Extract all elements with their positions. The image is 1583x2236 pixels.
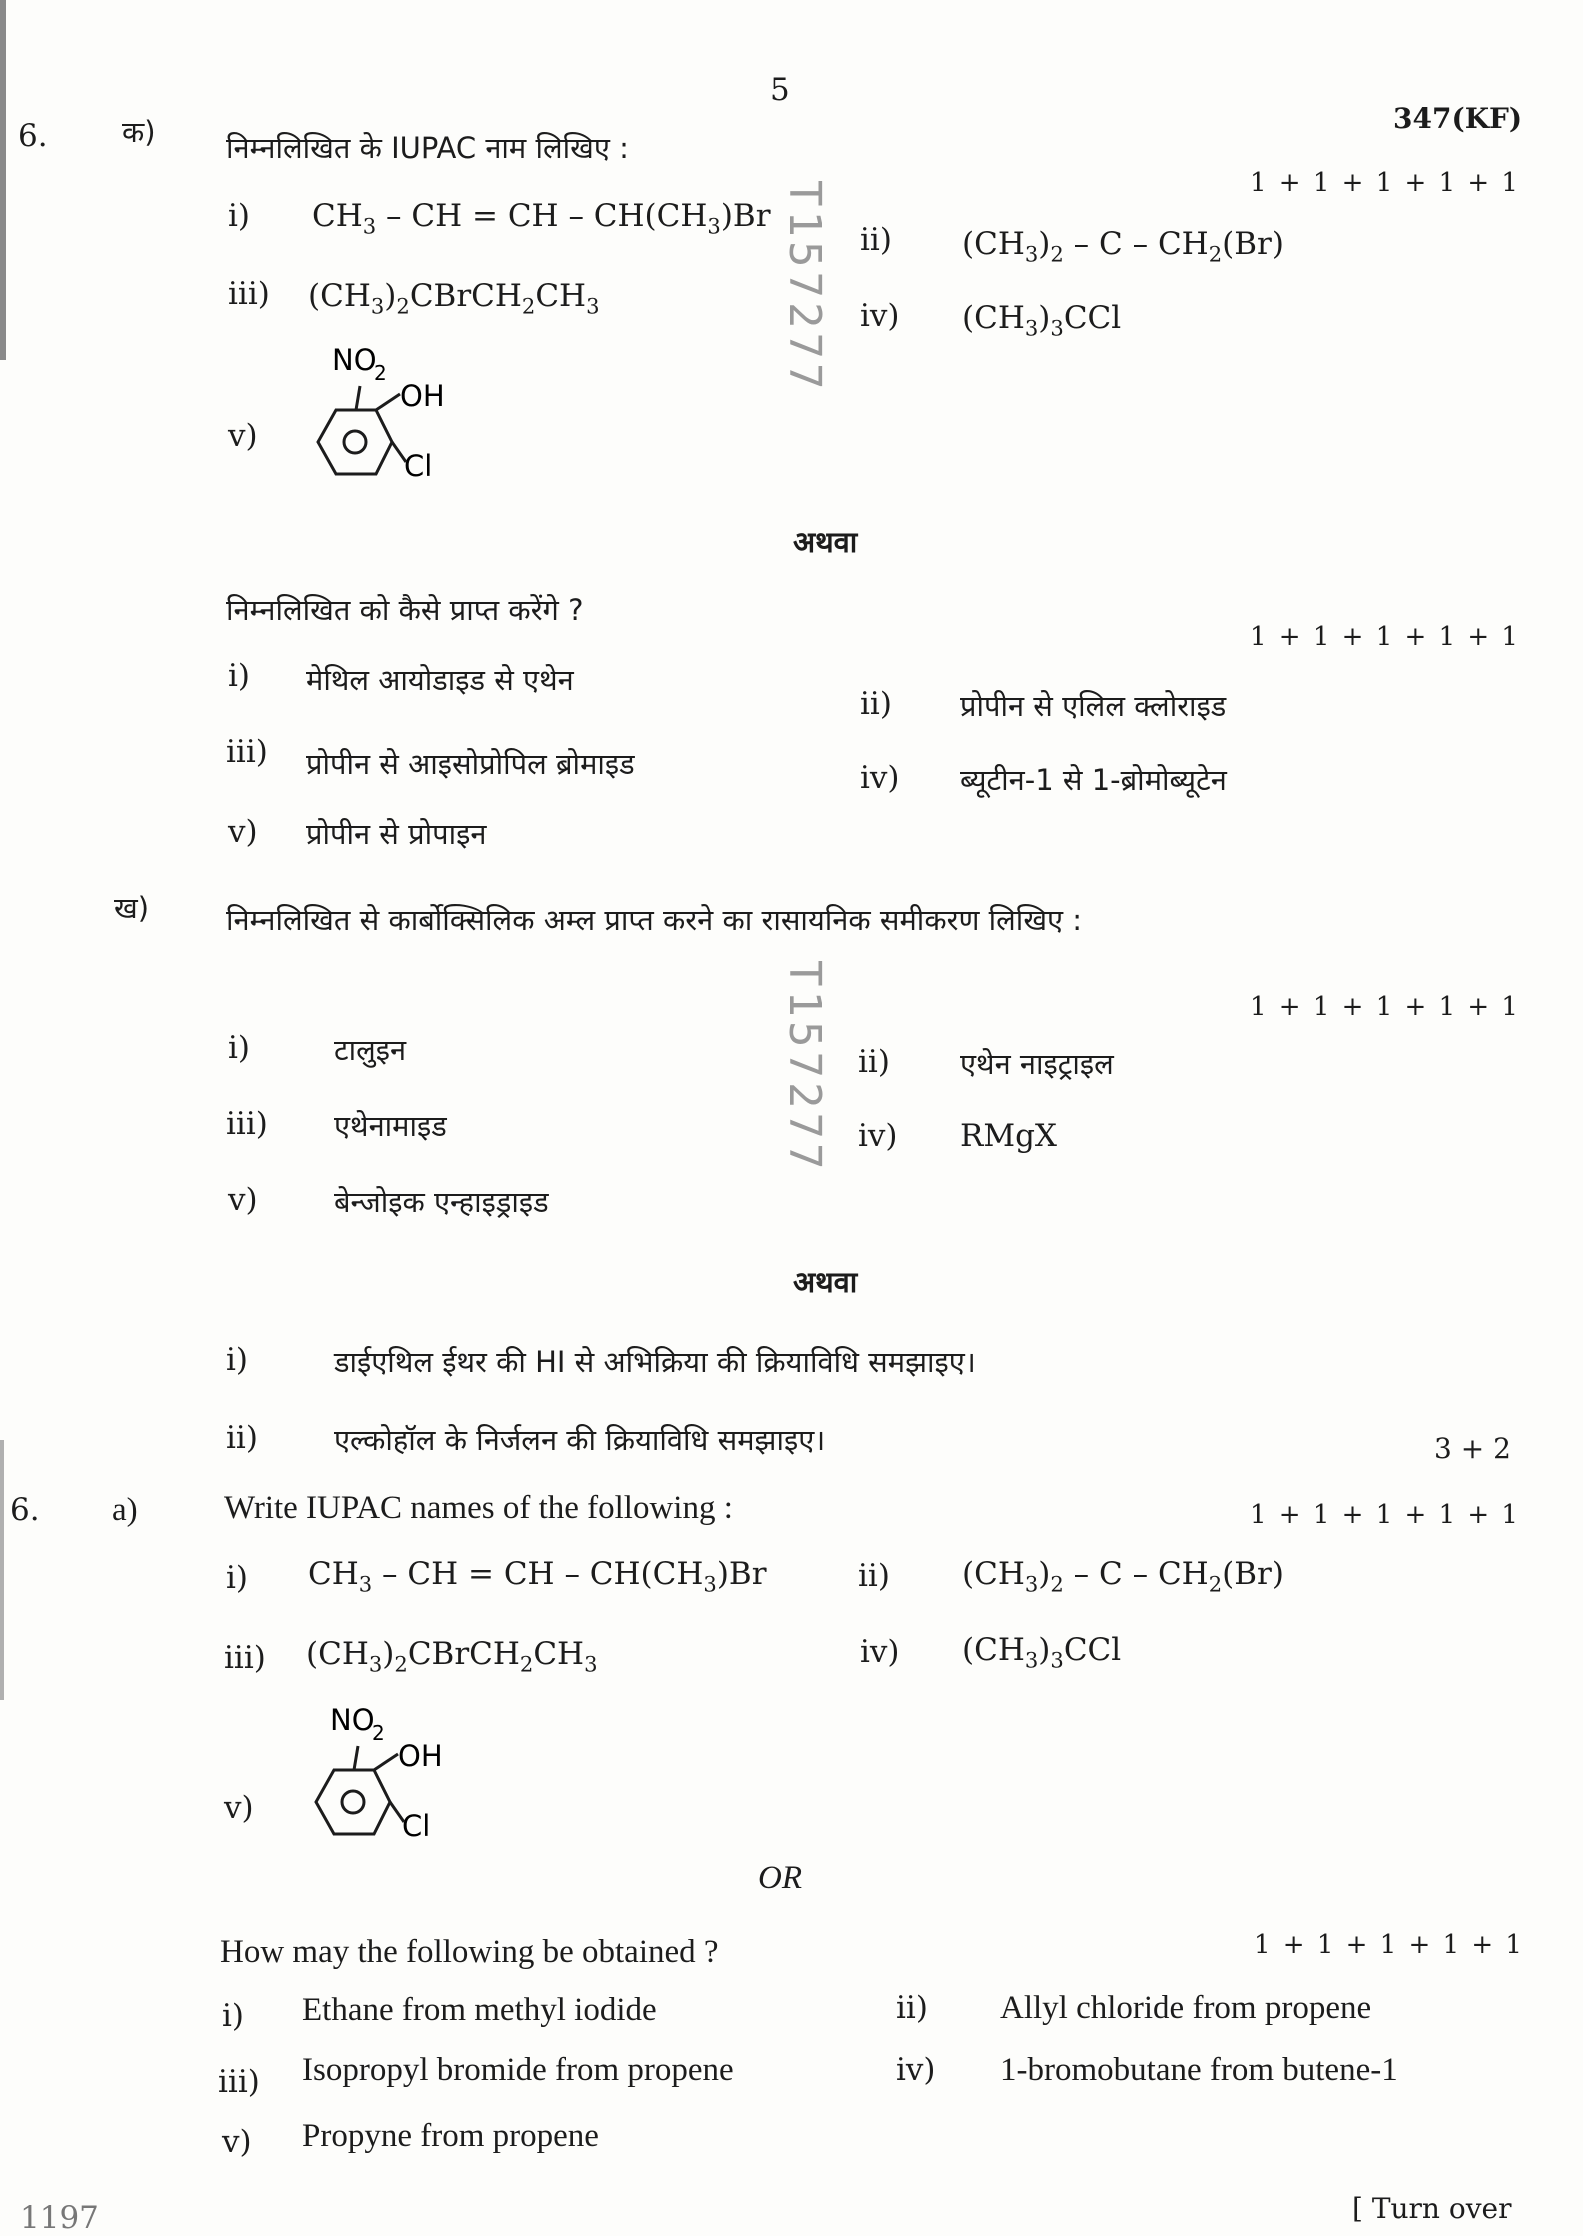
turn-over-note: [ Turn over xyxy=(1352,2192,1512,2225)
question-number: 6. xyxy=(18,118,48,154)
item-number: iv) xyxy=(860,298,900,334)
list-item: ब्यूटीन-1 से 1-ब्रोमोब्यूटेन xyxy=(960,763,1227,797)
marks-allocation: 1 + 1 + 1 + 1 + 1 xyxy=(1250,1500,1520,1530)
question-instruction: Write IUPAC names of the following : xyxy=(224,1490,733,1526)
page-number: 5 xyxy=(770,72,790,108)
marks-allocation: 1 + 1 + 1 + 1 + 1 xyxy=(1250,622,1520,652)
or-divider: अथवा xyxy=(793,525,858,559)
formula-iii: $(CH_3)_2CBrCH_2CH_3$ xyxy=(308,278,600,319)
item-number: ii) xyxy=(858,1044,890,1080)
item-number: iv) xyxy=(860,1634,900,1670)
serial-stamp: T157277 xyxy=(779,180,830,394)
item-number: ii) xyxy=(226,1420,258,1456)
item-number: iii) xyxy=(224,1640,266,1676)
structure-label: 2 xyxy=(372,1721,385,1745)
formula-iv: $(CH_3)_3CCl$ xyxy=(962,300,1122,341)
formula-iv: $(CH_3)_3CCl$ xyxy=(962,1632,1122,1673)
paper-code: 347(KF) xyxy=(1393,102,1523,135)
list-item: 1-bromobutane from butene-1 xyxy=(1000,2052,1398,2088)
structure-label: 2 xyxy=(374,361,387,385)
item-number: ii) xyxy=(860,222,892,258)
list-item: Allyl chloride from propene xyxy=(1000,1990,1372,2026)
marks-allocation: 1 + 1 + 1 + 1 + 1 xyxy=(1254,1930,1524,1960)
structure-nitro-chlorophenol xyxy=(300,338,480,498)
marks-allocation: 1 + 1 + 1 + 1 + 1 xyxy=(1250,992,1520,1022)
part-label: ख) xyxy=(114,891,150,925)
item-number: i) xyxy=(228,198,251,234)
formula-i: $CH_3$ – CH = CH – $CH(CH_3)Br$ xyxy=(308,1556,767,1597)
or-divider: अथवा xyxy=(793,1265,858,1299)
structure-nitro-chlorophenol xyxy=(298,1698,478,1858)
item-number: ii) xyxy=(860,686,892,722)
list-item: टालुइन xyxy=(334,1033,407,1067)
or-divider: OR xyxy=(758,1860,802,1896)
footer-code: 1197 xyxy=(20,2200,99,2236)
item-number: iii) xyxy=(228,276,270,312)
structure-label: Cl xyxy=(404,449,433,483)
part-label: a) xyxy=(112,1492,138,1528)
item-number: i) xyxy=(228,1030,251,1066)
part-label: क) xyxy=(122,115,156,149)
question-number: 6. xyxy=(10,1492,40,1528)
item-number: i) xyxy=(226,1560,249,1596)
item-number: v) xyxy=(228,814,258,850)
question-instruction: निम्नलिखित से कार्बोक्सिलिक अम्ल प्राप्त करने का रासायनिक समीकरण लिखिए : xyxy=(226,903,1083,937)
structure-label: OH xyxy=(398,1739,443,1773)
list-item: एथेनामाइड xyxy=(334,1109,447,1143)
formula-i: $CH_3$ – CH = CH – $CH(CH_3)Br$ xyxy=(312,198,771,239)
item-number: v) xyxy=(228,1182,258,1218)
item-number: v) xyxy=(228,418,258,454)
marks-allocation: 3 + 2 xyxy=(1434,1432,1511,1465)
list-item: एथेन नाइट्राइल xyxy=(960,1047,1114,1081)
list-item: प्रोपीन से आइसोप्रोपिल ब्रोमाइड xyxy=(306,747,635,781)
list-item: डाईएथिल ईथर की HI से अभिक्रिया की क्रियाविधि समझाइए। xyxy=(334,1345,976,1379)
structure-label: NO xyxy=(330,1703,375,1737)
list-item: मेथिल आयोडाइड से एथेन xyxy=(306,663,574,697)
item-number: i) xyxy=(222,1998,245,2034)
structure-label: Cl xyxy=(402,1809,431,1843)
structure-label: NO xyxy=(332,343,377,377)
item-number: ii) xyxy=(896,1990,928,2026)
list-item: Ethane from methyl iodide xyxy=(302,1992,657,2028)
list-item: Isopropyl bromide from propene xyxy=(302,2052,734,2088)
item-number: iii) xyxy=(218,2064,260,2100)
item-number: iv) xyxy=(858,1118,898,1154)
serial-stamp: T157277 xyxy=(779,960,830,1174)
item-number: iv) xyxy=(896,2052,936,2088)
list-item: एल्कोहॉल के निर्जलन की क्रियाविधि समझाइए। xyxy=(334,1423,826,1457)
scan-edge xyxy=(0,1440,4,1700)
item-number: v) xyxy=(222,2124,252,2160)
item-number: i) xyxy=(226,1342,249,1378)
formula-ii: $(CH_3)_2$ – C – $CH_2(Br)$ xyxy=(962,1556,1284,1597)
item-number: i) xyxy=(228,658,251,694)
list-item: प्रोपीन से एलिल क्लोराइड xyxy=(960,689,1227,723)
item-number: iv) xyxy=(860,760,900,796)
alt-instruction: How may the following be obtained ? xyxy=(220,1934,719,1970)
formula-iii: $(CH_3)_2CBrCH_2CH_3$ xyxy=(306,1636,598,1677)
item-number: iii) xyxy=(226,1106,268,1142)
item-number: ii) xyxy=(858,1558,890,1594)
item-number: iii) xyxy=(226,734,268,770)
question-instruction: निम्नलिखित के IUPAC नाम लिखिए : xyxy=(226,131,629,165)
list-item: RMgX xyxy=(960,1118,1057,1154)
structure-label: OH xyxy=(400,379,445,413)
list-item: प्रोपीन से प्रोपाइन xyxy=(306,817,487,851)
scan-edge xyxy=(0,0,6,360)
list-item: Propyne from propene xyxy=(302,2118,599,2154)
item-number: v) xyxy=(224,1790,254,1826)
marks-allocation: 1 + 1 + 1 + 1 + 1 xyxy=(1250,168,1520,198)
formula-ii: $(CH_3)_2$ – C – $CH_2(Br)$ xyxy=(962,226,1284,267)
alt-instruction: निम्नलिखित को कैसे प्राप्त करेंगे ? xyxy=(226,593,584,627)
list-item: बेन्जोइक एन्हाइड्राइड xyxy=(334,1185,549,1219)
